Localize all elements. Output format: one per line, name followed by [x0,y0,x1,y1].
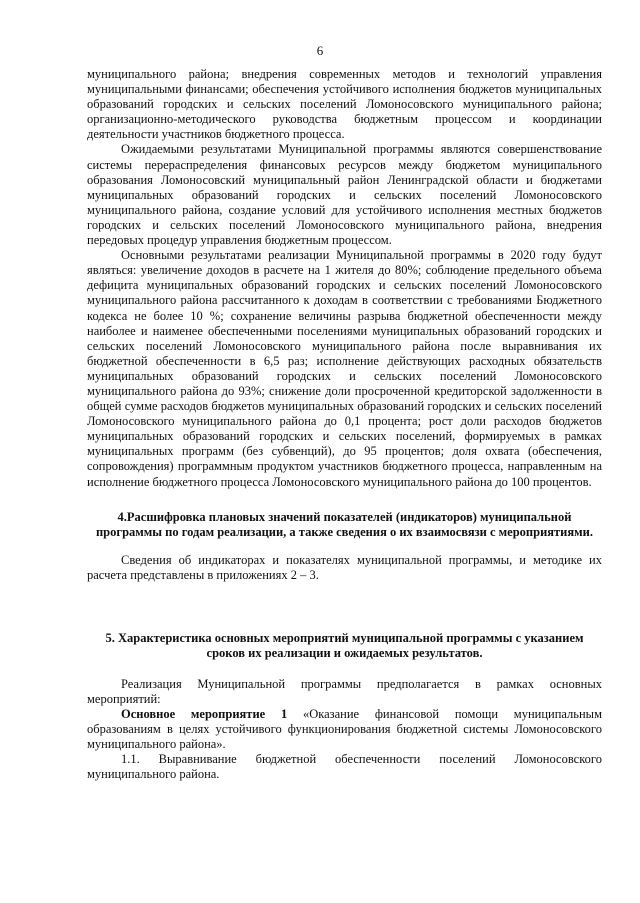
paragraph-indicators: Сведения об индикаторах и показателях муниципальной программы, и методике их расчета представлены в приложениях 2 – 3. [87,553,602,583]
paragraph-expected-results: Ожидаемыми результатами Муниципальной программы являются совершенствование системы перераспределения финансовых ресурсов между бюджетом муниципального образования Ломоносовский муниципальный район Ленинградской области и бюджетами муниципальных образований городских и сельских поселений Ломоносовского муниципального района, создание условий для устойчивого исполнения местных бюджетов городских и сельских поселений Ломоносовского муниципального района, внедрения передовых процедур управления бюджетным процессом. [87,142,602,248]
page-number: 6 [316,43,324,58]
section-heading-4: 4.Расшифровка плановых значений показателей (индикаторов) муниципальной программы по годам реализации, а также сведения о их взаимосвязи с мероприятиями. [95,509,593,539]
paragraph-item-1-1: 1.1. Выравнивание бюджетной обеспеченности поселений Ломоносовского муниципального района. [87,752,602,782]
section-heading-5: 5. Характеристика основных мероприятий муниципальной программы с указанием сроков их реализации и ожидаемых результатов. [105,631,584,661]
main-activity-1-text: «Оказание финансовой помощи муниципальным образованиям в целях устойчивого функционирования бюджетной системы Ломоносовского муниципального района». [87,706,602,751]
paragraph-implementation: Реализация Муниципальной программы предполагается в рамках основных мероприятий: [87,676,602,706]
paragraph-main-activity-1 [87,707,602,752]
main-activity-1-label: Основное мероприятие 1 [121,706,288,721]
paragraph-1: муниципального района; внедрения современных методов и технологий управления муниципальными финансами; обеспечения устойчивого исполнения бюджетов муниципальных образований городских и сельских поселений Ломоносовского муниципального района; организационно-методического руководства бюджетным процессом и координации деятельности участников бюджетного процесса. [87,67,602,142]
document-body [87,67,602,782]
paragraph-main-results-2020: Основными результатами реализации Муниципальной программы в 2020 году будут являться: увеличение доходов в расчете на 1 жителя до 80%; соблюдение предельного объема дефицита муниципальных образований городских и сельских поселений Ломоносовского муниципального района рассчитанного к доходам в соответствии с требованиями Бюджетного кодекса не более 10 %; сохранение величины разрыва бюджетной обеспеченности между наиболее и наименее обеспеченными поселениями муниципальных образований городских и сельских поселений Ломоносовского муниципального района после выравнивания их бюджетной обеспеченности в 6,5 раз; исполнение действующих расходных обязательств муниципальных образований городских и сельских поселений Ломоносовского муниципального района до 93%; снижение доли просроченной кредиторской задолженности в общей сумме расходов бюджетов муниципальных образований городских и сельских поселений Ломоносовского муниципального района до 0,1 процента; рост доли расходов бюджетов муниципальных образований городских и сельских поселений, формируемых в рамках муниципальных программ (без субвенций), до 95 процентов; доля охвата (обеспечения, сопровождения) программным продуктом участников бюджетного процесса, направленным на исполнение бюджетного процесса Ломоносовского муниципального района до 100 процентов. [87,248,602,489]
